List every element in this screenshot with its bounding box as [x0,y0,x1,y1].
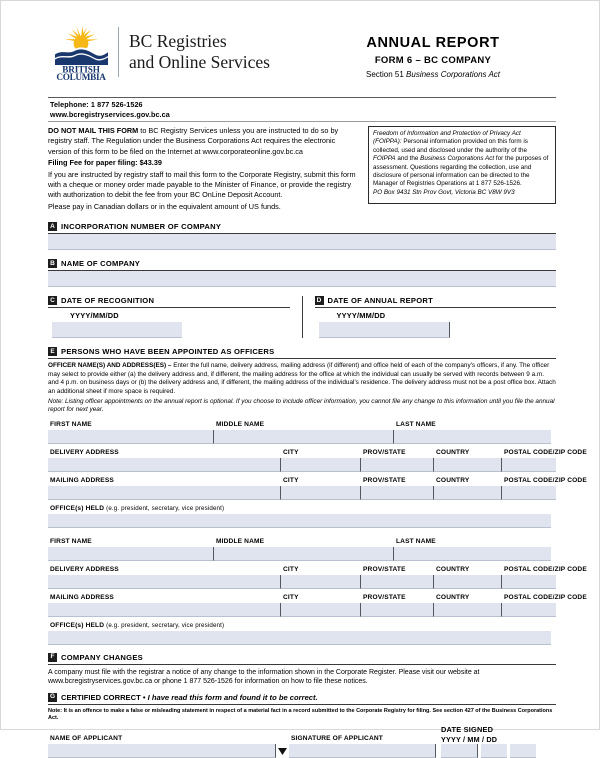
offices-held-label [48,504,551,514]
offices-held-hint: (e.g. president, secretary, vice president) [106,504,225,512]
date-signed-label: DATE SIGNED [441,724,494,734]
officer-2-mailing-city-cell [281,593,361,617]
middle-name-label-2: MIDDLE NAME [216,537,265,545]
foippa-address: PO Box 9431 Stn Prov Govt, Victoria BC V8W 9V3 [373,188,515,196]
officer-2-mailing-postal-input[interactable] [502,603,556,617]
officer-1-offices-row [48,504,556,528]
officer-instructions-heading: OFFICER NAME(S) AND ADDRESS(ES) – [48,362,172,370]
offices-held-bold-2: OFFICE(s) HELD [50,621,107,629]
officer-1-delivery-cell [48,448,281,472]
officer-instructions-body: Enter the full name, delivery address, mailing address (if different) and office held of each of the company's officers, if any. The officer may select to provide either (a) the delivery address and, if different, the mailing address for the office at which the individual can usually be served with records between 9 a.m. and 4 p.m. on business days or (b) the delivery address and, if different, the mailing address of the individual's residence. The delivery address must not be a post office box. Attach an additional sheet if more space is required. [48,362,556,396]
section-f-rule [48,664,556,665]
officer-instructions [48,362,556,415]
officer-1-mailing-input[interactable] [48,486,281,500]
first-name-label-2: FIRST NAME [50,537,92,545]
officer-1-mailing-city-input[interactable] [281,486,361,500]
officer-1-delivery-postal-input[interactable] [502,458,556,472]
officer-1-mailing-city-cell [281,476,361,500]
officer-1-offices-input[interactable] [48,514,551,528]
intro-p1-rest: to BC Registry Services unless you are instructed to do so by registry staff. The Regulation under the Business Corporations Act requires the electronic version of this form to be filed on the Internet at www.corporateonline.gov.bc.ca [48,126,339,156]
last-name-label-2: LAST NAME [396,537,436,545]
officer-2-middle-name-cell [214,537,394,561]
certification-row [48,725,556,758]
section-g-badge: G [49,693,56,701]
postal-label-4: POSTAL CODE/ZIP CODE [504,593,587,601]
certified-correct-label: CERTIFIED CORRECT • [61,693,148,702]
signature-of-applicant-input[interactable] [289,744,436,758]
svg-text:BRITISH: BRITISH [62,64,100,75]
mailing-instructions [48,126,368,213]
section-a [48,222,556,250]
officer-1-last-name-cell [394,420,551,444]
officer-1-delivery-prov-cell [361,448,434,472]
postal-label-3: POSTAL CODE/ZIP CODE [504,565,587,573]
section-c-header [48,296,290,305]
officer-2-delivery-input[interactable] [48,575,281,589]
intro-paragraph-4: Please pay in Canadian dollars or in the equivalent amount of US funds. [48,201,281,211]
officer-1-mailing-postal-cell [502,476,587,500]
section-f-badge: F [48,653,57,662]
officer-2-last-name-cell [394,537,551,561]
applicant-signature-cell [289,734,436,758]
section-c-title: DATE OF RECOGNITION [61,296,155,306]
officer-2-mailing-prov-input[interactable] [361,603,434,617]
section-e-header [48,347,556,356]
officer-2-first-name-cell [48,537,214,561]
date-sections [48,296,556,338]
section-e-rule [48,358,556,359]
officer-2-offices-input[interactable] [48,631,551,645]
statute-reference [310,70,556,79]
officer-1-offices-cell [48,504,551,528]
brand-block [48,23,310,81]
section-f-title: COMPANY CHANGES [61,652,143,662]
section-e-title: PERSONS WHO HAVE BEEN APPOINTED AS OFFICERS [61,347,275,357]
officer-1-delivery-country-cell [434,448,502,472]
officer-2-name-row [48,537,556,561]
section-e-badge: E [48,347,57,356]
section-a-badge: A [48,222,57,231]
foippa-body-2: and the [395,155,421,163]
section-d-badge: D [315,296,324,305]
officer-2-delivery-cell [48,565,281,589]
delivery-address-label-2: DELIVERY ADDRESS [50,565,119,573]
city-label: CITY [283,448,299,456]
filing-fee-text: Filing Fee for paper filing: $43.39 [48,158,162,168]
date-signed-month-input[interactable] [481,744,507,758]
statute-section: Section 51 [366,70,407,79]
section-d-date-format: YYYY/MM/DD [336,311,386,321]
foippa-act-name: Freedom of Information and Protection of Privacy Act (FOIPPA): [373,130,521,146]
officer-2-mailing-postal-cell [502,593,587,617]
date-sections-divider [302,296,303,338]
certified-correct-statement: I have read this form and found it to be correct. [147,693,318,702]
officer-instructions-note: Note: Listing officer appointments on the annual report is optional. If you choose to include officer information, you cannot file any change to this information until you file the annual report for next year. [48,397,555,414]
officer-1-name-row [48,420,556,444]
contact-rule [48,121,556,122]
section-g-header [48,693,556,702]
officer-1-mailing-prov-cell [361,476,434,500]
section-b-header [48,259,556,268]
british-columbia-logo-icon [48,23,114,81]
brand-line-2: and Online Services [129,52,270,72]
officer-1-first-name-cell [48,420,214,444]
officer-1-mailing-country-input[interactable] [434,486,502,500]
officer-2-delivery-postal-input[interactable] [502,575,556,589]
officer-1-delivery-country-input[interactable] [434,458,502,472]
name-of-applicant-input[interactable] [48,744,276,758]
officer-2-delivery-city-cell [281,565,361,589]
country-label-2: COUNTRY [436,476,470,484]
section-f-header [48,653,556,662]
section-c-badge: C [48,296,57,305]
officer-2-delivery-country-cell [434,565,502,589]
brand-name [129,31,270,73]
officer-2-delivery-prov-cell [361,565,434,589]
officer-2-first-name-input[interactable] [48,547,214,561]
country-label-3: COUNTRY [436,565,470,573]
middle-name-label: MIDDLE NAME [216,420,265,428]
foippa-act-2: FOIPPA [373,155,396,163]
do-not-mail-emphasis: DO NOT MAIL THIS FORM [48,126,139,135]
form-identity [310,23,556,79]
section-f [48,653,556,687]
incorporation-number-input[interactable] [48,234,556,250]
offence-note: Note: It is an offence to make a false or misleading statement in respect of a material fact in a record submitted to the Corporate Registry for filing. See section 427 of the Business Corporations Act. [48,708,553,722]
mailing-address-label: MAILING ADDRESS [50,476,114,484]
postal-label-2: POSTAL CODE/ZIP CODE [504,476,587,484]
officer-1-middle-name-cell [214,420,394,444]
form-body [48,23,587,758]
delivery-address-label: DELIVERY ADDRESS [50,448,119,456]
foippa-body-1: Personal information provided on this form is collected, used and disclosed under the authority of the [373,138,528,154]
first-name-label: FIRST NAME [50,420,92,428]
section-c-date-format: YYYY/MM/DD [70,311,119,321]
prov-state-label: PROV/STATE [363,448,406,456]
form-header [48,23,556,95]
chevron-down-icon [277,746,288,757]
prov-state-label-3: PROV/STATE [363,565,406,573]
date-of-annual-report-input[interactable] [319,322,450,338]
section-g [48,693,556,758]
officer-1-delivery-prov-input[interactable] [361,458,434,472]
foippa-notice [368,126,556,204]
company-changes-text: A company must file with the registrar a notice of any change to the information shown in the Corporate Register. Please visit our website at www.bcregistryservices.gov.bc.ca or phone 1 877 526-1526 for information on how to file these notices. [48,668,480,686]
mailing-address-label-2: MAILING ADDRESS [50,593,114,601]
company-name-input[interactable] [48,271,556,287]
intro-area [48,126,556,213]
telephone-line: Telephone: 1 877 526-1526 [50,100,143,109]
section-d [315,296,557,338]
section-b [48,259,556,287]
officer-1-mailing-postal-input[interactable] [502,486,556,500]
section-d-title: DATE OF ANNUAL REPORT [327,296,434,306]
country-label-4: COUNTRY [436,593,470,601]
section-g-title [61,693,318,702]
officer-2-delivery-city-input[interactable] [281,575,361,589]
date-signed-year-input[interactable] [441,744,478,758]
officer-1-delivery-row [48,448,587,472]
city-label-2: CITY [283,476,299,484]
officer-2-mailing-row [48,593,587,617]
officer-block-1 [48,420,587,528]
officer-2-offices-row [48,621,556,645]
officer-1-delivery-input[interactable] [48,458,281,472]
section-a-header [48,222,556,231]
section-b-title: NAME OF COMPANY [61,259,141,269]
officer-2-mailing-cell [48,593,281,617]
officer-2-mailing-city-input[interactable] [281,603,361,617]
officer-2-delivery-country-input[interactable] [434,575,502,589]
section-d-header [315,296,557,305]
officer-1-mailing-country-cell [434,476,502,500]
officer-1-first-name-input[interactable] [48,430,214,444]
offices-held-bold: OFFICE(s) HELD [50,504,107,512]
officer-2-last-name-input[interactable] [394,547,551,561]
section-g-rule [48,704,556,705]
officer-1-last-name-input[interactable] [394,430,551,444]
officer-1-mailing-prov-input[interactable] [361,486,434,500]
intro-paragraph-1 [48,126,358,157]
date-signed-inputs [441,744,546,758]
officer-2-delivery-postal-cell [502,565,587,589]
officer-2-delivery-row [48,565,587,589]
officer-2-mailing-country-cell [434,593,502,617]
website-line: www.bcregistryservices.gov.bc.ca [50,109,170,119]
brand-line-1: BC Registries [129,31,227,51]
contact-info [48,98,556,121]
officer-2-mailing-country-input[interactable] [434,603,502,617]
intro-paragraph-3: If you are instructed by registry staff to mail this form to the Corporate Registry, submit this form with a cheque or money order made payable to the Minister of Finance, or provide the registry with authorization to debit the fee from your BC OnLine Deposit Account. [48,169,356,200]
officer-2-offices-cell [48,621,551,645]
offices-held-hint-2: (e.g. president, secretary, vice president) [106,621,225,629]
city-label-4: CITY [283,593,299,601]
offices-held-label-2 [48,621,551,631]
officer-1-delivery-postal-cell [502,448,587,472]
date-of-recognition-input[interactable] [52,322,182,338]
applicant-name-cell [48,734,276,758]
country-label: COUNTRY [436,448,470,456]
officer-block-2 [48,537,587,645]
officer-1-middle-name-input[interactable] [214,430,394,444]
section-a-title: INCORPORATION NUMBER OF COMPANY [61,222,222,232]
last-name-label: LAST NAME [396,420,436,428]
section-c [48,296,290,338]
date-signed-cell [441,725,546,758]
foippa-body-3: for the purposes of assessment. Questions regarding the collection, use and disclosure of personal information can be directed to the Manager of Registries Operations at 1 877 526-1526. [373,155,549,188]
officer-1-delivery-city-cell [281,448,361,472]
page-title: ANNUAL REPORT [366,35,500,51]
name-of-applicant-label: NAME OF APPLICANT [50,734,123,742]
officer-1-mailing-row [48,476,587,500]
officer-2-middle-name-input[interactable] [214,547,394,561]
signature-of-applicant-label: SIGNATURE OF APPLICANT [291,734,383,742]
prov-state-label-4: PROV/STATE [363,593,406,601]
officer-2-mailing-input[interactable] [48,603,281,617]
foippa-act-3: Business Corporations Act [420,155,495,163]
city-label-3: CITY [283,565,299,573]
officer-1-delivery-city-input[interactable] [281,458,361,472]
section-e [48,347,587,645]
prov-state-label-2: PROV/STATE [363,476,406,484]
officer-2-mailing-prov-cell [361,593,434,617]
intro-paragraph-2 [48,158,358,168]
date-signed-day-input[interactable] [510,744,536,758]
svg-text:COLUMBIA: COLUMBIA [56,72,106,82]
statute-act: Business Corporations Act [406,70,500,79]
logo-divider [118,27,119,77]
officer-2-delivery-prov-input[interactable] [361,575,434,589]
applicant-name-dropdown[interactable] [276,746,289,758]
officer-1-mailing-cell [48,476,281,500]
postal-label: POSTAL CODE/ZIP CODE [504,448,587,456]
date-signed-format: YYYY / MM / DD [441,734,498,744]
form-number: FORM 6 – BC COMPANY [374,55,492,66]
section-b-badge: B [48,259,57,268]
